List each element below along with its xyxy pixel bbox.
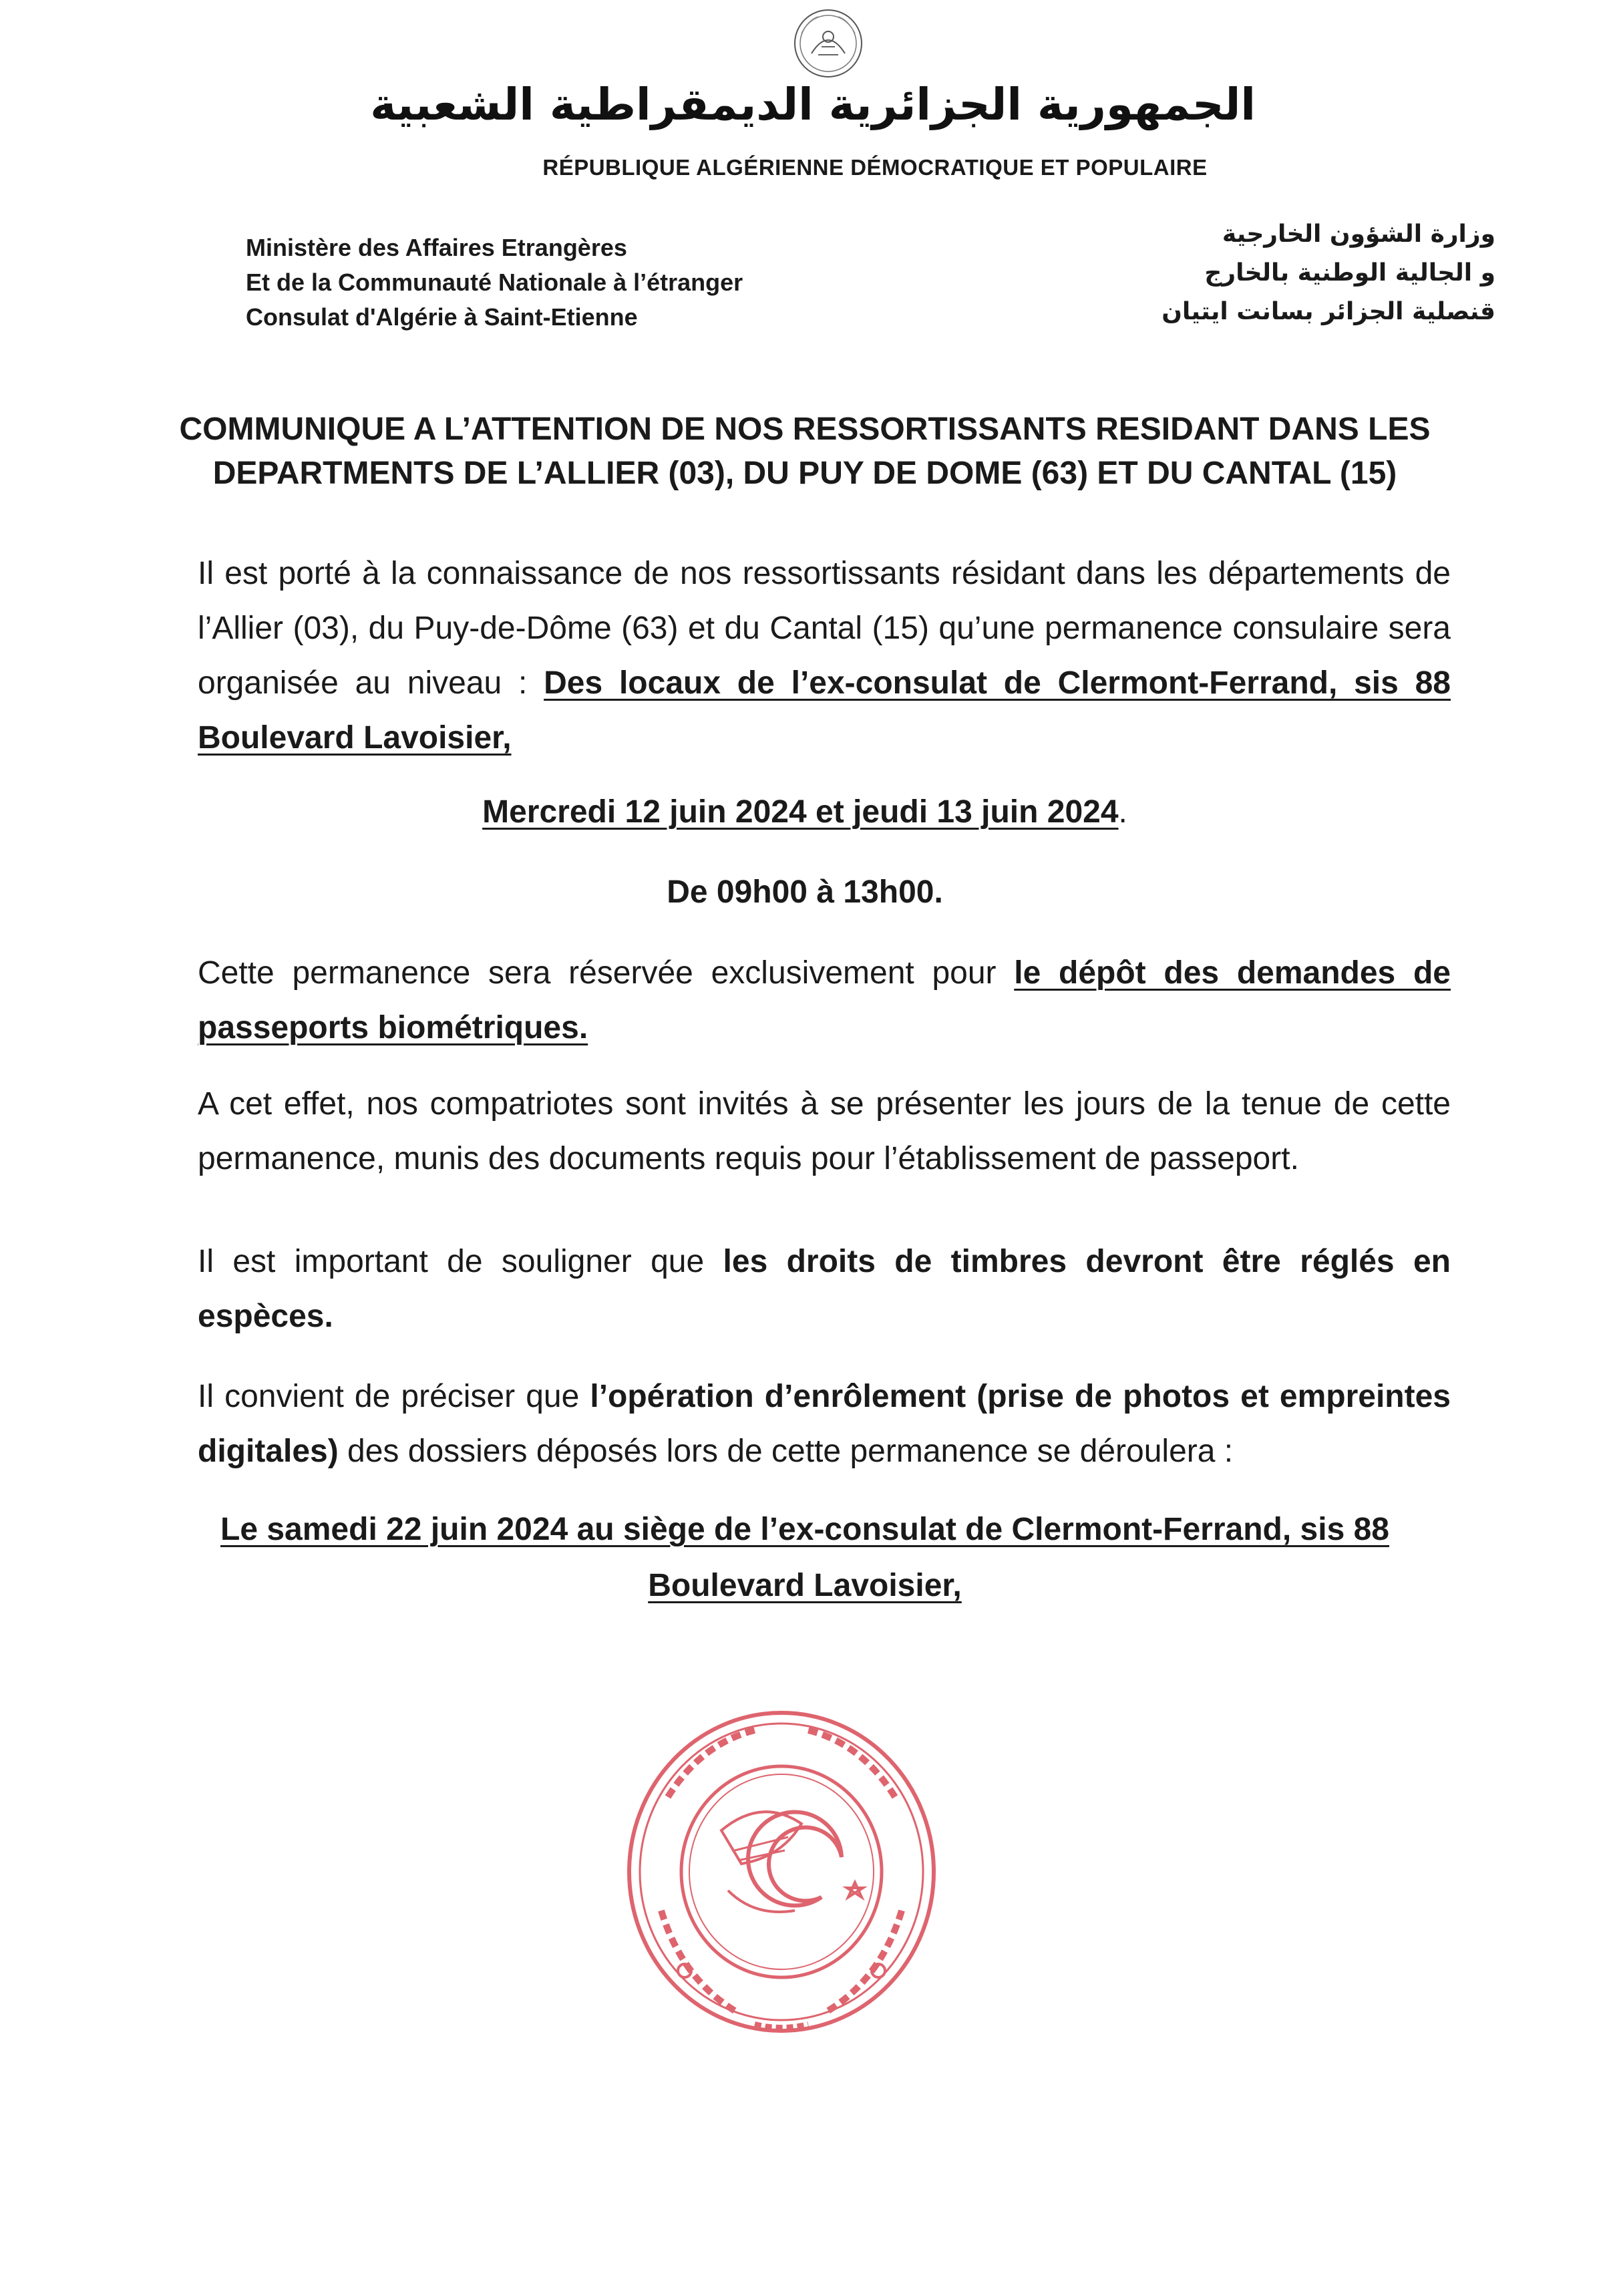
final-location	[160, 1502, 1449, 1614]
dates-text: Mercredi 12 juin 2024 et jeudi 13 juin 2024	[482, 794, 1119, 830]
algeria-emblem-icon	[781, 7, 875, 80]
announcement-text: Il est porté à la connaissance de nos ressortissants résidant dans les départements de l’Allier (03), du Puy-de-Dôme (63) et du Cantal (15) qu’une permanence consulaire sera organisée au niveau :	[198, 556, 1451, 701]
paragraph-announcement	[198, 546, 1451, 766]
communique-heading	[160, 407, 1449, 496]
location-text: Des locaux de l’ex-consulat de Clermont-Ferrand, sis 88 Boulevard Lavoisier,	[198, 665, 1451, 756]
consulate-line: Consulat d'Algérie à Saint-Etienne	[246, 303, 638, 331]
hours-line: De 09h00 à 13h00.	[667, 874, 943, 910]
consulate-stamp-icon	[621, 1697, 942, 2044]
arabic-republic-title: الجمهورية الجزائرية الديمقراطية الشعبية	[370, 79, 1256, 130]
enrolment-text-2: des dossiers déposés lors de cette permanence se déroulera :	[338, 1434, 1234, 1469]
consulate-line-ar: قنصلية الجزائر بسانت ايتيان	[1161, 298, 1495, 325]
final-line-2: Boulevard Lavoisier,	[648, 1568, 962, 1603]
french-republic-title: RÉPUBLIQUE ALGÉRIENNE DÉMOCRATIQUE ET POPULAIRE	[542, 155, 1208, 180]
paragraph-purpose	[198, 946, 1451, 1055]
ministry-line-ar: وزارة الشؤون الخارجية	[1222, 220, 1495, 248]
paragraph-enrolment	[198, 1369, 1451, 1479]
community-line-ar: و الجالية الوطنية بالخارج	[1204, 259, 1495, 287]
ministry-block-ar	[1161, 215, 1495, 331]
heading-line-1: COMMUNIQUE A L’ATTENTION DE NOS RESSORTISSANTS RESIDANT DANS LES	[179, 412, 1431, 447]
purpose-text: Cette permanence sera réservée exclusivement pour	[198, 955, 1015, 991]
purpose-bold-text: le dépôt des demandes de passeports biométriques.	[198, 955, 1451, 1045]
stamps-text: Il est important de souligner que	[198, 1244, 723, 1279]
dates-suffix: .	[1118, 794, 1127, 830]
final-line-1: Le samedi 22 juin 2024 au siège de l’ex-consulat de Clermont-Ferrand, sis 88	[220, 1512, 1389, 1547]
dates-line	[160, 786, 1449, 839]
heading-line-2: DEPARTMENTS DE L’ALLIER (03), DU PUY DE DOME (63) ET DU CANTAL (15)	[212, 456, 1397, 491]
enrolment-text: Il convient de préciser que	[198, 1379, 590, 1414]
enrolment-bold-text: l’opération d’enrôlement (prise de photos et empreintes digitales)	[198, 1379, 1451, 1469]
paragraph-stamps	[198, 1235, 1451, 1344]
ministry-line: Ministère des Affaires Etrangères	[246, 234, 627, 261]
paragraph-documents: A cet effet, nos compatriotes sont invités à se présenter les jours de la tenue de cette permanence, munis des documents requis pour l’établissement de passeport.	[198, 1086, 1451, 1176]
community-line: Et de la Communauté Nationale à l’étranger	[246, 269, 743, 296]
ministry-block-fr	[246, 230, 743, 335]
stamps-bold-text: les droits de timbres devront être réglés en espèces.	[198, 1244, 1451, 1334]
